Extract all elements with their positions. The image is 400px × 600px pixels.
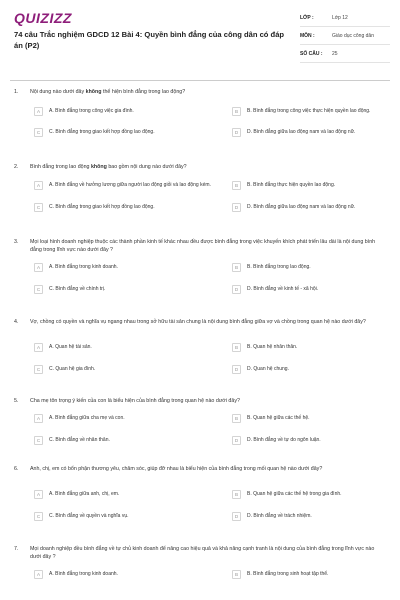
option-letter-box: D <box>232 512 241 521</box>
option-letter-box: B <box>232 343 241 352</box>
answer-option-d[interactable] <box>232 365 400 374</box>
option-letter-box: D <box>232 128 241 137</box>
answer-option-b[interactable] <box>232 490 400 499</box>
answer-option-b[interactable] <box>232 570 400 579</box>
answer-option-b[interactable] <box>232 343 400 352</box>
option-text: B. Quan hệ nhân thân. <box>247 344 298 350</box>
option-letter-box: A <box>34 107 43 116</box>
answer-option-d[interactable] <box>232 436 400 445</box>
meta-label: LỚP : <box>300 15 314 21</box>
question-7 <box>14 546 386 577</box>
question-number: 1. <box>14 89 19 95</box>
question-text <box>30 239 386 254</box>
option-letter-box: A <box>34 490 43 499</box>
answer-option-a[interactable] <box>34 414 212 423</box>
answer-option-c[interactable] <box>34 203 212 212</box>
option-text: B. Bình đẳng trong lao động. <box>247 264 311 270</box>
question-4 <box>14 319 386 372</box>
answer-option-d[interactable] <box>232 203 400 212</box>
question-number: 6. <box>14 466 19 472</box>
option-text: A. Bình đẳng về hưởng lương giữa người lao động giỏi và lao động kém. <box>49 182 211 188</box>
answer-option-b[interactable] <box>232 263 400 272</box>
question-text-emphasis: không <box>85 89 102 95</box>
question-text-part: Mọi loại hình doanh nghiệp thuộc các thành phần kinh tế khác nhau đều được bình đẳng trong việc khuyến khích phát triển lâu dài là nội dung bình đẳng trong lĩnh vực nào dưới đây ? <box>30 239 376 253</box>
meta-label: MÔN : <box>300 33 315 39</box>
answer-option-c[interactable] <box>34 436 212 445</box>
answer-option-b[interactable] <box>232 414 400 423</box>
question-3 <box>14 239 386 292</box>
option-text: C. Bình đẳng trong giao kết hợp đồng lao động. <box>49 129 155 135</box>
option-text: D. Bình đẳng giữa lao động nam và lao động nữ. <box>247 129 356 135</box>
question-text <box>30 89 386 97</box>
option-letter-box: B <box>232 181 241 190</box>
question-text <box>30 466 386 474</box>
option-text: B. Bình đẳng thực hiện quyền lao động. <box>247 182 336 188</box>
answer-option-c[interactable] <box>34 512 212 521</box>
option-letter-box: A <box>34 570 43 579</box>
answer-option-a[interactable] <box>34 181 212 190</box>
answer-option-b[interactable] <box>232 107 400 116</box>
question-number: 5. <box>14 398 19 404</box>
worksheet-meta <box>300 13 390 67</box>
answer-option-b[interactable] <box>232 181 400 190</box>
option-letter-box: B <box>232 414 241 423</box>
question-number: 4. <box>14 319 19 325</box>
question-text-part: Nội dung nào dưới đây <box>30 89 86 95</box>
option-text: A. Bình đẳng trong công việc gia đình. <box>49 108 134 114</box>
answer-option-c[interactable] <box>34 128 212 137</box>
option-text: B. Quan hệ giữa các thế hệ. <box>247 415 310 421</box>
worksheet-header <box>0 0 400 80</box>
option-text: B. Quan hệ giữa các thế hệ trong gia đình. <box>247 491 342 497</box>
option-letter-box: C <box>34 512 43 521</box>
option-letter-box: C <box>34 436 43 445</box>
meta-subject <box>300 31 390 45</box>
option-letter-box: D <box>232 285 241 294</box>
option-letter-box: A <box>34 181 43 190</box>
option-letter-box: D <box>232 203 241 212</box>
question-1 <box>14 89 386 135</box>
answer-option-d[interactable] <box>232 512 400 521</box>
question-stem <box>14 546 386 561</box>
question-text-part: thể hiện bình đẳng trong lao động? <box>101 89 186 95</box>
option-text: D. Bình đẳng giữa lao động nam và lao động nữ. <box>247 204 356 210</box>
option-letter-box: C <box>34 128 43 137</box>
answer-option-a[interactable] <box>34 490 212 499</box>
option-text: B. Bình đẳng trong sinh hoạt tập thể. <box>247 571 329 577</box>
question-stem <box>14 466 386 474</box>
question-stem <box>14 89 386 97</box>
answer-option-d[interactable] <box>232 285 400 294</box>
option-text: C. Bình đẳng về nhân thân. <box>49 437 110 443</box>
answer-option-a[interactable] <box>34 263 212 272</box>
answer-option-a[interactable] <box>34 107 212 116</box>
meta-value: Giáo dục công dân <box>332 33 374 39</box>
option-text: C. Bình đẳng trong giao kết hợp đồng lao động. <box>49 204 155 210</box>
option-letter-box: D <box>232 436 241 445</box>
meta-value: Lớp 12 <box>332 15 348 21</box>
question-text-part: Vợ, chồng có quyền và nghĩa vụ ngang nhau trong sở hữu tài sản chung là nội dung bình đẳng giữa vợ và chồng trong quan hệ nào dưới đây? <box>30 319 366 325</box>
question-text-part: Bình đẳng trong lao động <box>30 164 91 170</box>
option-letter-box: A <box>34 263 43 272</box>
answer-option-a[interactable] <box>34 343 212 352</box>
option-text: C. Bình đẳng về chính trị. <box>49 286 106 292</box>
option-text: B. Bình đẳng trong công việc thực hiện quyền lao động. <box>247 108 371 114</box>
answer-option-a[interactable] <box>34 570 212 579</box>
option-text: A. Bình đẳng giữa cha mẹ và con. <box>49 415 125 421</box>
question-text-part: Cha mẹ tôn trọng ý kiến của con là biểu hiện của bình đẳng trong quan hệ nào dưới đây? <box>30 398 240 404</box>
answer-option-c[interactable] <box>34 285 212 294</box>
option-text: D. Bình đẳng về tự do ngôn luận. <box>247 437 321 443</box>
option-text: A. Bình đẳng trong kinh doanh. <box>49 571 118 577</box>
option-text: D. Bình đẳng về kinh tế - xã hội. <box>247 286 319 292</box>
option-text: A. Bình đẳng giữa anh, chị, em. <box>49 491 120 497</box>
question-stem <box>14 319 386 327</box>
option-letter-box: B <box>232 263 241 272</box>
question-5 <box>14 398 386 443</box>
option-letter-box: B <box>232 570 241 579</box>
question-text <box>30 164 386 172</box>
option-letter-box: C <box>34 203 43 212</box>
question-text <box>30 398 386 406</box>
header-divider <box>10 80 390 81</box>
question-number: 3. <box>14 239 19 245</box>
option-text: C. Quan hệ gia đình. <box>49 366 96 372</box>
question-text-emphasis: không <box>90 164 107 170</box>
question-text-part: Mọi doanh nghiệp đều bình đẳng về tự chủ kinh doanh để nâng cao hiệu quả và khả năng cạnh tranh là nội dung của bình đẳng trong lĩnh vực nào dưới đây ? <box>30 546 375 560</box>
option-letter-box: A <box>34 414 43 423</box>
meta-label: SỐ CÂU : <box>300 51 323 57</box>
meta-count <box>300 49 390 63</box>
question-stem <box>14 164 386 172</box>
answer-option-d[interactable] <box>232 128 400 137</box>
question-number: 7. <box>14 546 19 552</box>
question-text-part: bao gồm nội dung nào dưới đây? <box>106 164 187 170</box>
option-text: D. Quan hệ chung. <box>247 366 289 372</box>
option-text: D. Bình đẳng về trách nhiệm. <box>247 513 312 519</box>
answer-option-c[interactable] <box>34 365 212 374</box>
question-2 <box>14 164 386 210</box>
question-stem <box>14 239 386 254</box>
worksheet-title: 74 câu Trắc nghiệm GDCD 12 Bài 4: Quyền bình đẳng của công dân có đáp án (P2) <box>14 30 285 50</box>
question-stem <box>14 398 386 406</box>
question-text <box>30 546 386 561</box>
question-text-part: Anh, chị, em có bổn phận thương yêu, chăm sóc, giúp đỡ nhau là biểu hiện của bình đẳng trong mối quan hệ nào dưới đây? <box>30 466 323 472</box>
option-letter-box: C <box>34 285 43 294</box>
option-text: A. Bình đẳng trong kinh doanh. <box>49 264 118 270</box>
option-text: A. Quan hệ tài sản. <box>49 344 92 350</box>
meta-value: 25 <box>332 51 338 57</box>
option-letter-box: D <box>232 365 241 374</box>
option-letter-box: A <box>34 343 43 352</box>
quizizz-logo: QUIZIZZ <box>14 10 72 26</box>
question-6 <box>14 466 386 519</box>
option-letter-box: C <box>34 365 43 374</box>
question-text <box>30 319 386 327</box>
option-text: C. Bình đẳng về quyền và nghĩa vụ. <box>49 513 129 519</box>
meta-class <box>300 13 390 27</box>
option-letter-box: B <box>232 107 241 116</box>
question-number: 2. <box>14 164 19 170</box>
option-letter-box: B <box>232 490 241 499</box>
